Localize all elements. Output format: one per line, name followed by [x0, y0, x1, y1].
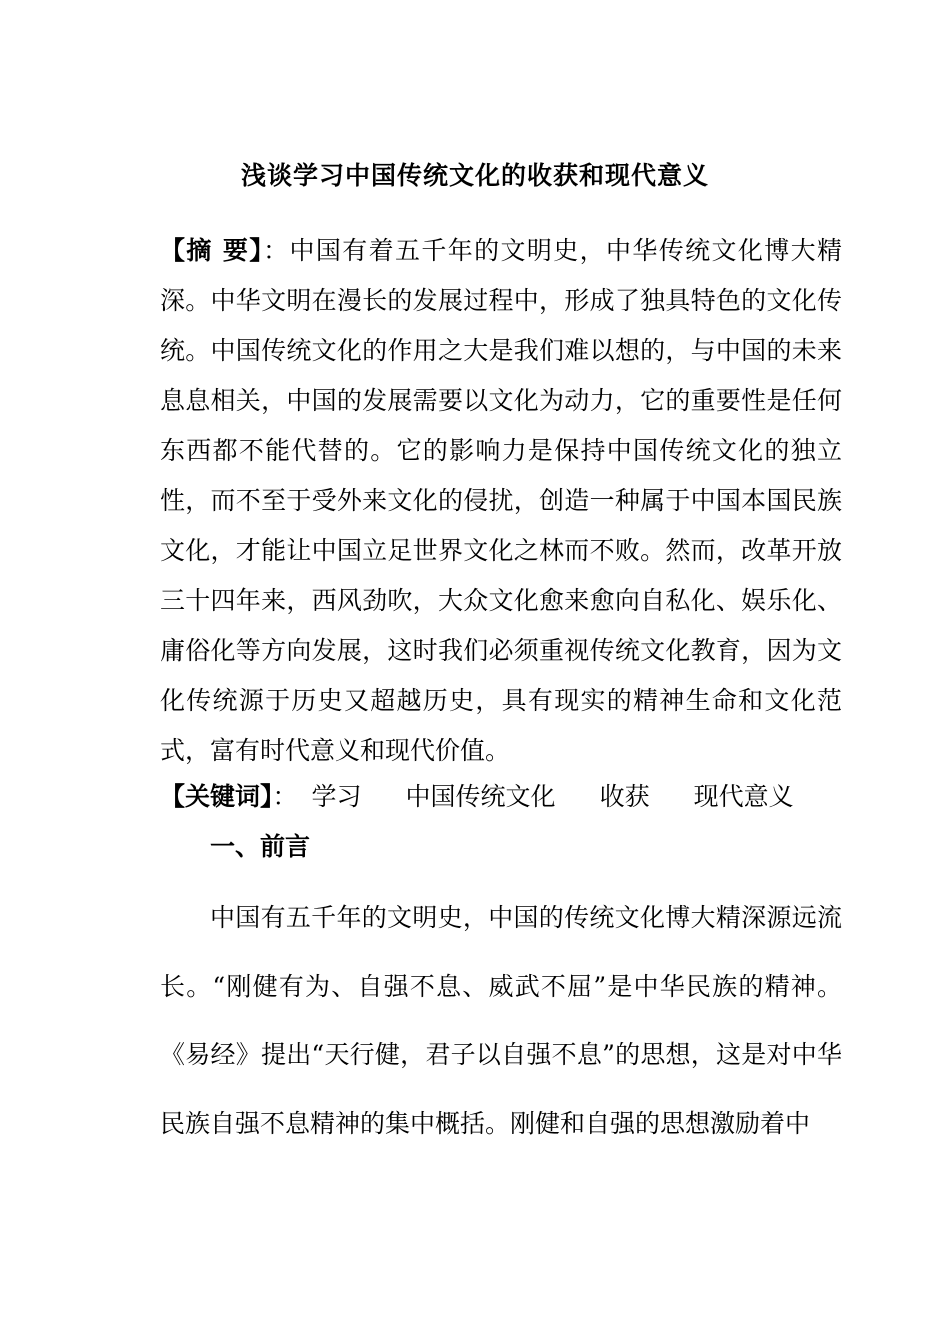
keyword-item: 中国传统文化: [405, 782, 556, 811]
abstract-text: ：中国有着五千年的文明史，中华传统文化博大精深。中华文明在漫长的发展过程中，形成了独具特色的文化传统。中国传统文化的作用之大是我们难以想的，与中国的未来息息相关，中国的发展需要以文化为动力，它的重要性是任何东西都不能代替的。它的影响力是保持中国传统文化的独立性，而不至于受外来文化的侵扰，创造一种属于中国本国民族文化，才能让中国立足世界文化之林而不败。然而，改革开放三十四年来，西风劲吹，大众文化愈来愈向自私化、娱乐化、庸俗化等方向发展，这时我们必须重视传统文化教育，因为文化传统源于历史又超越历史，具有现实的精神生命和文化范式，富有时代意义和现代价值。: [160, 236, 842, 765]
keyword-item: 收获: [599, 782, 650, 811]
keyword-item: 学习: [311, 782, 362, 811]
keyword-item: 现代意义: [693, 782, 794, 811]
section-heading: 一、前言: [210, 832, 311, 861]
document-title: 浅谈学习中国传统文化的收获和现代意义: [240, 161, 709, 190]
body-paragraph: 中国有五千年的文明史，中国的传统文化博大精深源远流长。“刚健有为、自强不息、威武不屈”是中华民族的精神。《易经》提出“天行健，君子以自强不息”的思想，这是对中华民族自强不息精神的集中概括。刚健和自强的思想激励着中: [160, 903, 842, 1138]
keywords-line: [160, 772, 860, 822]
keywords-label: 【关键词】: [160, 782, 273, 811]
abstract-paragraph: [160, 226, 842, 776]
keywords-separator: ：: [272, 782, 298, 811]
abstract-label: 【摘 要】: [160, 236, 264, 265]
